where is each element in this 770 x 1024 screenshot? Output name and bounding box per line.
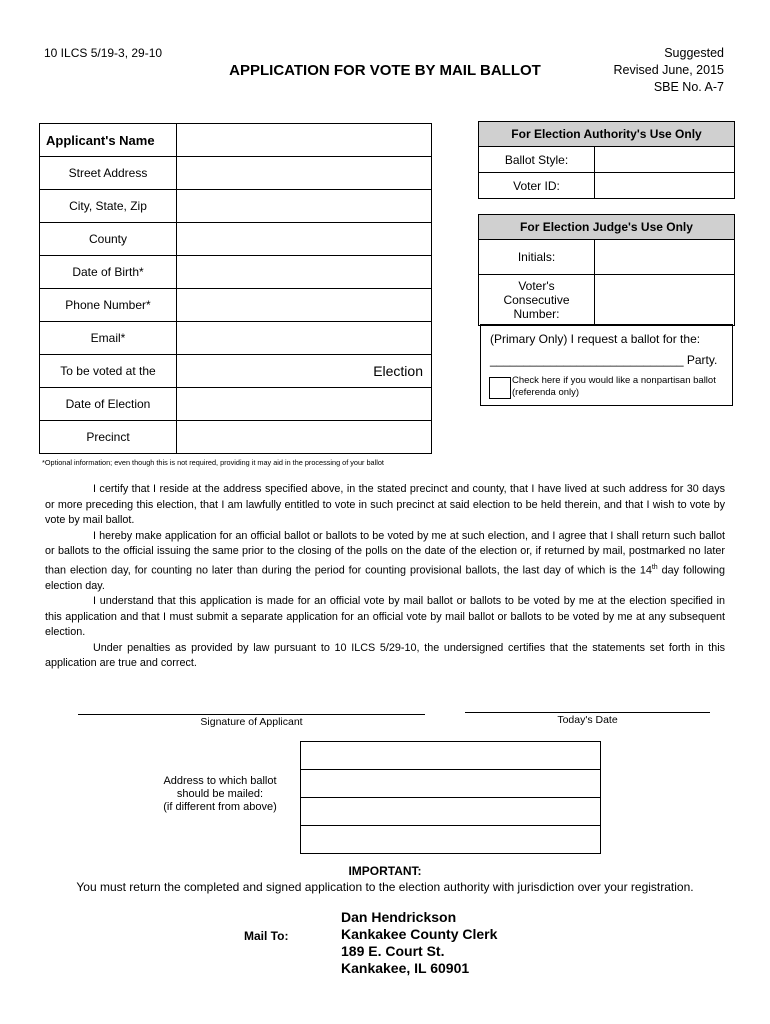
important-heading: IMPORTANT:	[348, 864, 422, 878]
date-label: Today's Date	[557, 714, 618, 726]
election-label: Election	[373, 363, 423, 379]
nonpartisan-checkbox[interactable]	[489, 377, 511, 399]
dob-field[interactable]	[177, 256, 432, 289]
election-judge-box	[478, 214, 735, 326]
clerk-city: Kankakee, IL 60901	[341, 960, 470, 976]
mailing-address-label: Address to which ballot should be mailed: (if different from above)	[163, 775, 277, 813]
signature-line[interactable]	[78, 714, 425, 715]
mail-to-label: Mail To:	[244, 929, 289, 943]
election-field[interactable]	[177, 355, 432, 388]
applicant-info-table	[39, 123, 432, 454]
optional-info-note: *Optional information; even though this is not required, providing it may aid in the processing of your ballot	[42, 458, 384, 467]
phone-label: Phone Number*	[40, 289, 177, 322]
email-field[interactable]	[177, 322, 432, 355]
certification-paragraph-3: I understand that this application is made for an official vote by mail ballot or ballots to be voted by me at the election specified in this application and that I must submit a separate application for an official vote by mail ballot or ballots to be voted by me at any subsequent election.	[45, 595, 725, 639]
phone-field[interactable]	[177, 289, 432, 322]
email-label: Email*	[40, 322, 177, 355]
date-of-election-field[interactable]	[177, 388, 432, 421]
clerk-street: 189 E. Court St.	[341, 943, 445, 959]
clerk-name: Dan Hendrickson	[341, 909, 457, 925]
voter-id-field[interactable]	[595, 173, 734, 198]
initials-field[interactable]	[595, 240, 734, 274]
consecutive-number-field[interactable]	[595, 275, 734, 325]
suggested-label: Suggested	[664, 46, 724, 60]
form-number: SBE No. A-7	[653, 80, 724, 94]
voter-id-label: Voter ID:	[479, 173, 595, 198]
election-authority-box	[478, 121, 735, 199]
signature-label: Signature of Applicant	[200, 716, 303, 728]
ballot-style-field[interactable]	[595, 147, 734, 172]
date-of-election-label: Date of Election	[40, 388, 177, 421]
applicant-name-label: Applicant's Name	[40, 124, 177, 157]
mailing-address-line-2[interactable]	[301, 770, 601, 798]
street-address-label: Street Address	[40, 157, 177, 190]
precinct-label: Precinct	[40, 421, 177, 454]
date-line[interactable]	[465, 712, 710, 713]
certification-text	[45, 482, 725, 672]
return-instructions: You must return the completed and signed application to the election authority with jurisdiction over your registration.	[76, 880, 694, 894]
election-judge-heading: For Election Judge's Use Only	[479, 215, 734, 240]
certification-paragraph-4: Under penalties as provided by law pursuant to 10 ILCS 5/29-10, the undersigned certifies that the statements set forth in this application are true and correct.	[45, 641, 725, 670]
nonpartisan-checkbox-label: Check here if you would like a nonpartisan ballot (referenda only)	[512, 375, 716, 398]
consecutive-number-label: Voter's Consecutive Number:	[479, 275, 595, 325]
county-label: County	[40, 223, 177, 256]
mailing-address-line-3[interactable]	[301, 798, 601, 826]
county-field[interactable]	[177, 223, 432, 256]
ballot-style-label: Ballot Style:	[479, 147, 595, 172]
initials-label: Initials:	[479, 240, 595, 274]
certification-paragraph-2: I hereby make application for an official ballot or ballots to be voted by me at such election, and I agree that I shall return such ballot or ballots to the official issuing the same prior to the closing of the polls on the date of the election or, if returned by mail, postmarked no later than election day, for counting no later than during the period for counting provisional ballots, the last day of which is the 14th day following election day.	[45, 529, 726, 592]
mailing-address-table	[300, 741, 601, 854]
clerk-office: Kankakee County Clerk	[341, 926, 498, 942]
dob-label: Date of Birth*	[40, 256, 177, 289]
primary-ballot-box	[480, 324, 733, 406]
primary-request-text: (Primary Only) I request a ballot for the:	[490, 332, 701, 346]
mail-to-address	[341, 909, 497, 977]
party-line[interactable]: _____________________________ Party.	[490, 353, 718, 367]
mailing-address-line-1[interactable]	[301, 742, 601, 770]
precinct-field[interactable]	[177, 421, 432, 454]
city-state-zip-label: City, State, Zip	[40, 190, 177, 223]
statute-citation: 10 ILCS 5/19-3, 29-10	[44, 46, 163, 60]
revised-date: Revised June, 2015	[613, 63, 724, 77]
applicant-name-field[interactable]	[177, 124, 432, 157]
certification-paragraph-1: I certify that I reside at the address specified above, in the stated precinct and county, that I have lived at such address for 30 days or more preceding this election, that I am lawfully entitled to vote in such precinct at said election to be held therein, and that I wish to vote by vote by mail ballot.	[45, 483, 725, 526]
voted-at-label: To be voted at the	[40, 355, 177, 388]
mailing-address-line-4[interactable]	[301, 826, 601, 854]
city-state-zip-field[interactable]	[177, 190, 432, 223]
form-title: APPLICATION FOR VOTE BY MAIL BALLOT	[229, 62, 541, 79]
street-address-field[interactable]	[177, 157, 432, 190]
election-authority-heading: For Election Authority's Use Only	[479, 122, 734, 147]
revision-block	[614, 45, 725, 96]
